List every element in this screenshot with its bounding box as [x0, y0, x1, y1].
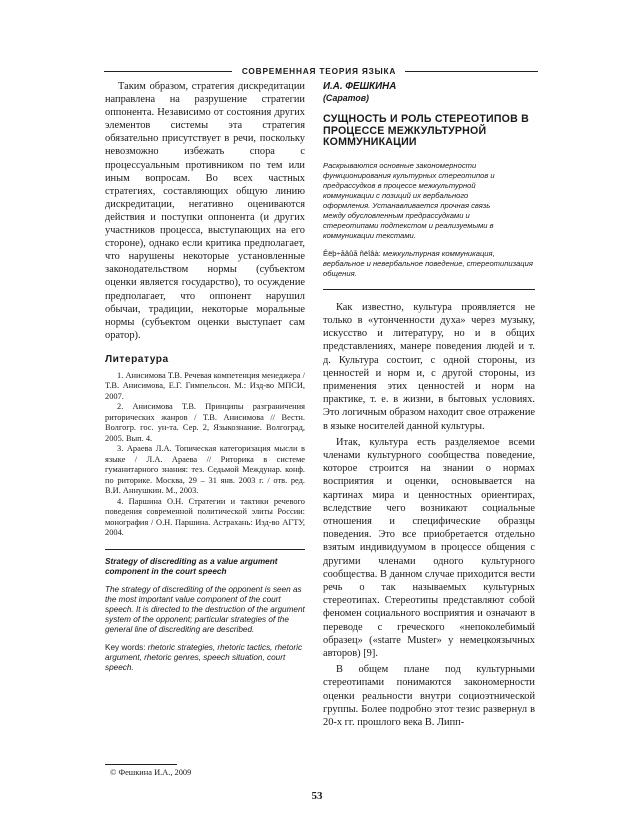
page-number: 53 [311, 790, 323, 802]
body-paragraph: Итак, культура есть разделяемое всеми членами культурного сообщества поведение, которое строится на знании о нормах восприятия и оценки, основывается на картинах мира и ценностных ориентирах, вследствие чего возникают социальные отношения и специфические образцы поведения. Это все приобретается отдельно взятым индивидуумом в процессе общения с другими членами одного культурного сообщества. В данном случае приходится вести речь о так называемых культурных стереотипах. Стереотипы представляют собой феномен социального восприятия и означают в переводе с греческого «непоколебимый образец» («starre Muster» у немецкоязычных авторов) [9]. [323, 436, 535, 660]
english-keywords-label: Key words: [105, 642, 146, 652]
keywords-values: межкультурная коммуникация, вербальное и невербальное поведение, стереотипизация общения. [323, 248, 533, 278]
section-title: СОВРЕМЕННАЯ ТЕОРИЯ ЯЗЫКА [241, 66, 397, 76]
running-header [104, 64, 538, 78]
article-abstract: Раскрываются основные закономерности функционирования культурных стереотипов и предрассудков в процессе межкультурной коммуникации с позиций их вербального оформления. Устанавливается прочная связь между обусловленным предрассудками и стереотипами подтекстом и реализуемыми в коммуникации текстами. [323, 160, 495, 240]
article-title: СУЩНОСТЬ И РОЛЬ СТЕРЕОТИПОВ В ПРОЦЕССЕ МЕЖКУЛЬТУРНОЙ КОММУНИКАЦИИ [323, 113, 529, 149]
english-keywords-values: rhetoric strategies, rhetoric tactics, rhetoric argument, rhetoric genres, speech situation, court speech. [105, 642, 303, 672]
literature-item: 1. Анисимова Т.В. Речевая компетенция менеджера / Т.В. Анисимова, Е.Г. Гимпельсон. М.: Изд-во МПСИ, 2007. [105, 370, 305, 401]
literature-item: 2. Анисимова Т.В. Принципы разграничения риторических жанров / Т.В. Анисимова // Вестн. Волгогр. гос. ун-та. Сер. 2, Языкознание. Волгоград, 2005. Вып. 4. [105, 402, 305, 443]
keywords-label: Êëþ÷åâûå ñëîâà: [323, 248, 381, 258]
body-paragraph: Как известно, культура проявляется не только в «утонченности духа» через музыку, искусство и литературу, но и в общих представлениях, манере поведения людей и т. д. Культура состоит, с одной стороны, из ценностей и норм и, с другой стороны, из применения этих ценностей и норм на практике, т. е. в жизни, в бытовых условиях. Это логичным образом находит свое отражение в языке носителей данной культуры. [323, 301, 535, 432]
intro-paragraph: Таким образом, стратегия дискредитации направлена на разрушение стратегии оппонента. Независимо от состояния других элементов системы эта стратегия обязательно присутствует в речи, поскольку невозможно избежать спора с процессуальным противником по тем или иным вопросам. Во всех частных стратегиях, составляющих общую линию дискредитации, негативно оцениваются действия и поступки оппонента (и других участников процесса, выступающих на его стороне), однако если критика предполагает, что нарушены некоторые установленные законодательством нормы (субъектом оценки является государство), то осуждение предполагает, что оппонент нарушил обычаи, традиции, некоторые моральные нормы (субъектом оценки выступает сам оратор). [105, 81, 305, 341]
article-author: И.А. ФЕШКИНА [323, 81, 397, 92]
english-summary-rule [105, 549, 305, 550]
article-keywords [323, 249, 535, 279]
keywords-rule [323, 289, 535, 290]
english-abstract: The strategy of discrediting of the opponent is seen as the most important value component of the court speech. It is directed to the destruction of the argument system of the opponent; particular strategies of the general line of discrediting are described. [105, 584, 305, 634]
english-keywords [105, 643, 305, 673]
author-city: (Саратов) [323, 93, 369, 103]
footnote-rule [105, 764, 177, 765]
literature-heading: Литература [105, 353, 169, 365]
literature-item: 4. Паршина О.Н. Стратегии и тактики речевого поведения современной политической элиты России: монография / О.Н. Паршина. Астрахань: Изд-во АГТУ, 2004. [105, 496, 305, 538]
literature-item: 3. Араева Л.А. Топическая категоризация мысли в языке / Л.А. Араева // Риторика в системе гуманитарного знания: тез. Седьмой Междунар. конф. по риторике. Москва, 29 – 31 янв. 2003 г. / отв. ред. В.И. Аннушкин. М., 2003. [105, 444, 305, 496]
header-rule-right [405, 71, 538, 72]
literature-list [105, 371, 305, 539]
left-column [105, 80, 305, 673]
right-column [323, 80, 535, 729]
copyright-note: © Фешкина И.А., 2009 [110, 768, 192, 777]
english-title: Strategy of discrediting as a value argument component in the court speech [105, 556, 278, 576]
header-rule-left [104, 71, 232, 72]
body-paragraph: В общем плане под культурными стереотипами понимаются закономерности оценки реальности внутри социоэтнической группы. Более подробно этот тезис развернул в 20-х гг. прошлого века В. Липп- [323, 664, 535, 729]
